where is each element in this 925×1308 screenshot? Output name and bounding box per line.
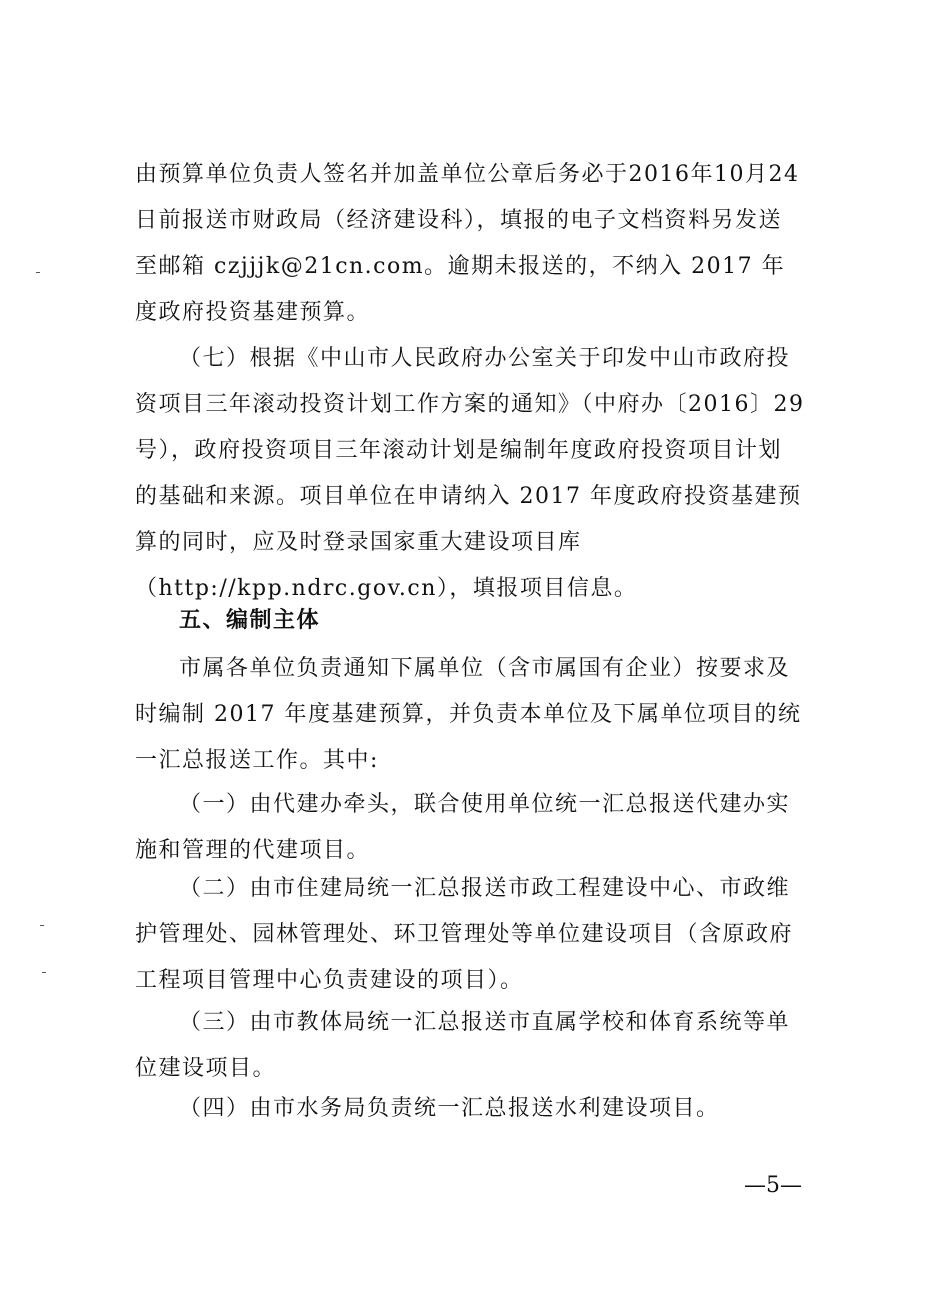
paragraph-item-seven: （七）根据《中山市人民政府办公室关于印发中山市政府投资项目三年滚动投资计划工作方案的通知》（中府办〔2016〕29 号），政府投资项目三年滚动计划是编制年度政府投资项目计划的基础和来源。项目单位在申请纳入 2017 年度政府投资基建预算的同时，应及时登录国家重大建设项目库（http://kpp.ndrc.gov.cn），填报项目信息。 bbox=[135, 346, 805, 601]
paragraph-item-four: （四）由市水务局负责统一汇总报送水利建设项目。 bbox=[179, 1096, 720, 1121]
paragraph-item-three: （三）由市教体局统一汇总报送市直属学校和体育系统等单位建设项目。 bbox=[135, 1010, 791, 1081]
paragraph-item-two: （二）由市住建局统一汇总报送市政工程建设中心、市政维护管理处、园林管理处、环卫管理处等单位建设项目（含原政府工程项目管理中心负责建设的项目）。 bbox=[135, 876, 794, 993]
scan-speck bbox=[42, 972, 46, 973]
scan-speck bbox=[40, 925, 44, 926]
page-number: —5— bbox=[744, 1173, 802, 1198]
section-heading-five: 五、编制主体 bbox=[179, 608, 321, 633]
paragraph-compilation-subject: 市属各单位负责通知下属单位（含市属国有企业）按要求及时编制 2017 年度基建预算，并负责本单位及下属单位项目的统一汇总报送工作。其中: bbox=[135, 656, 802, 773]
paragraph-submission-deadline: 由预算单位负责人签名并加盖单位公章后务必于2016年10月24日前报送市财政局（经济建设科），填报的电子文档资料另发送至邮箱 czjjjk@21cn.com。逾期未报送的，不纳入 2017 年度政府投资基建预算。 bbox=[135, 162, 800, 325]
scan-speck bbox=[36, 272, 40, 273]
paragraph-item-one: （一）由代建办牵头，联合使用单位统一汇总报送代建办实施和管理的代建项目。 bbox=[135, 792, 791, 863]
